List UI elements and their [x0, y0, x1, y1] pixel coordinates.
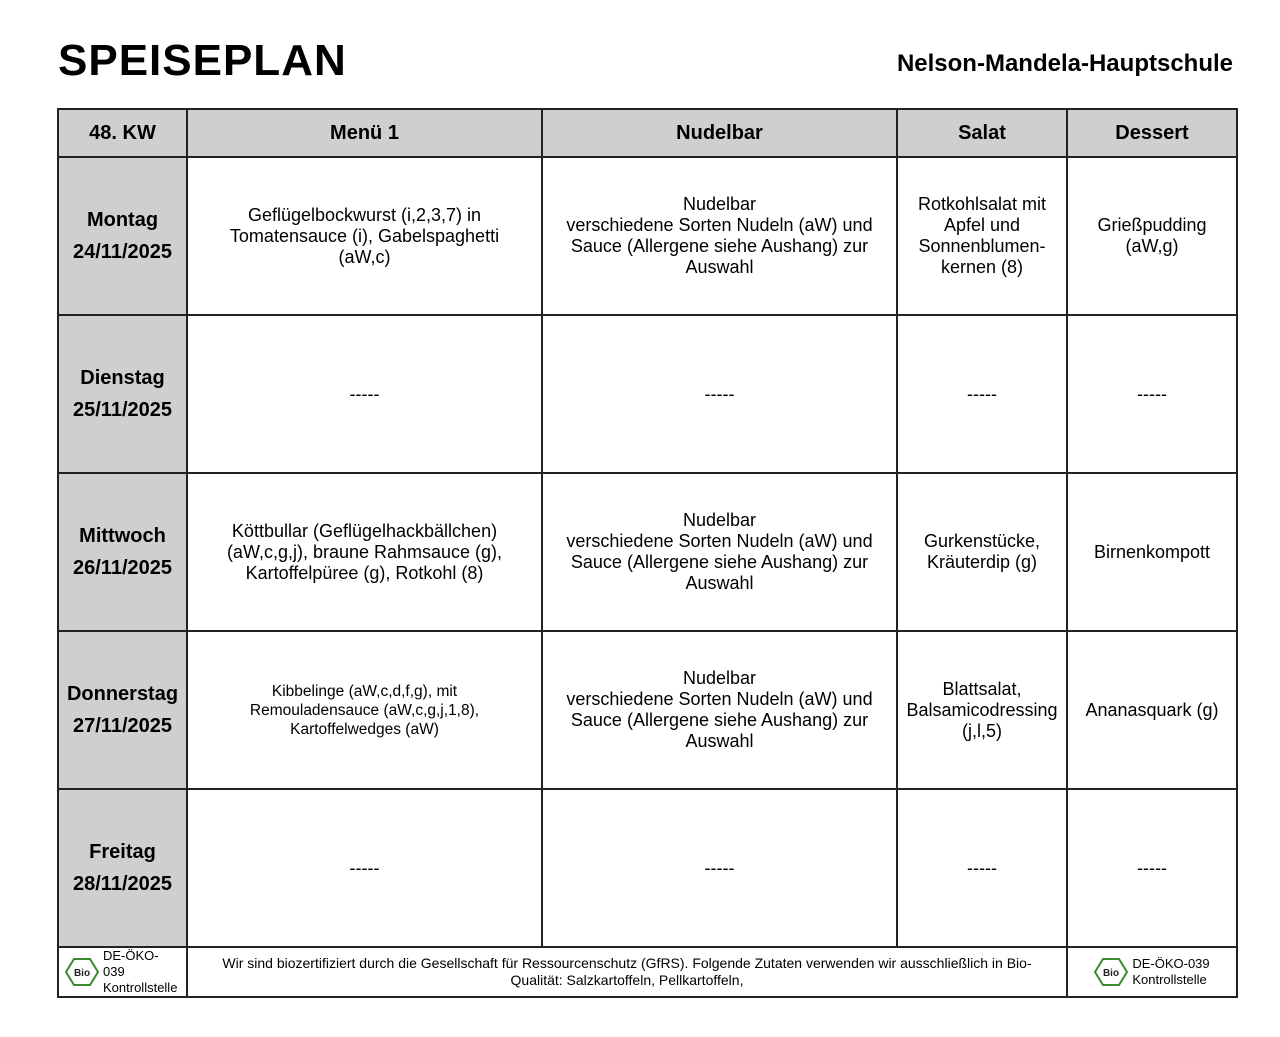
col-header-menu1: Menü 1 [187, 109, 542, 157]
dessert-line: ----- [1137, 857, 1167, 878]
salat-line: Kräuterdip (g) [926, 552, 1038, 572]
menu1-line: Köttbullar (Geflügelhackbällchen) [231, 520, 498, 541]
salat-line: Balsamicodressing [906, 699, 1058, 720]
col-header-week: 48. KW [58, 109, 187, 157]
day-date: 24/11/2025 [73, 241, 172, 263]
day-date: 27/11/2025 [73, 715, 172, 737]
bio-badge-right [1067, 947, 1237, 997]
dessert-cell [1067, 157, 1237, 315]
nudelbar-cell [542, 473, 897, 631]
dessert-line: Birnenkompott [1093, 541, 1211, 562]
salat-line: Apfel und [943, 215, 1021, 235]
nudelbar-line: verschiedene Sorten Nudeln (aW) und [566, 689, 873, 709]
table-row-tuesday [58, 315, 1237, 473]
col-header-salat: Salat [897, 109, 1067, 157]
nudelbar-line: Sauce (Allergene siehe Aushang) zur [570, 236, 869, 256]
day-name: Montag [86, 209, 159, 231]
school-name: Nelson-Mandela-Hauptschule [896, 50, 1233, 77]
certification-note [187, 947, 1067, 997]
table-row-friday [58, 789, 1237, 947]
bio-seal-icon [1094, 957, 1128, 987]
table-row-wednesday [58, 473, 1237, 631]
day-date: 28/11/2025 [73, 873, 172, 895]
menu1-line: Remouladensauce (aW,c,g,j,1,8), [249, 701, 480, 719]
header-row [58, 109, 1237, 157]
menu1-line: Geflügelbockwurst (i,2,3,7) in [247, 204, 482, 225]
menu1-cell [187, 631, 542, 789]
menu1-line: (aW,c) [338, 246, 391, 267]
nudelbar-cell [542, 315, 897, 473]
table-row-monday [58, 157, 1237, 315]
day-name: Freitag [89, 841, 156, 863]
dessert-line: (aW,g) [1125, 236, 1179, 256]
dessert-cell [1067, 315, 1237, 473]
day-cell [58, 631, 187, 789]
nudelbar-line: Nudelbar [682, 510, 757, 530]
menu1-cell [187, 789, 542, 947]
salat-line: (j,l,5) [962, 720, 1002, 741]
salat-cell [897, 315, 1067, 473]
salat-line: Sonnenblumen- [918, 236, 1046, 256]
day-date: 25/11/2025 [73, 399, 172, 421]
menu1-line: Kartoffelpüree (g), Rotkohl (8) [245, 562, 484, 583]
nudelbar-line: Auswahl [685, 257, 754, 277]
day-name: Dienstag [80, 367, 165, 389]
nudelbar-line: ----- [704, 383, 735, 404]
menu1-line: Tomatensauce (i), Gabelspaghetti [229, 225, 500, 246]
menu1-line: (aW,c,g,j), braune Rahmsauce (g), [226, 541, 503, 562]
day-cell [58, 789, 187, 947]
salat-cell [897, 631, 1067, 789]
menu1-line: ----- [349, 383, 380, 404]
salat-line: ----- [967, 383, 997, 404]
menu1-line: Kartoffelwedges (aW) [290, 720, 439, 738]
salat-line: ----- [967, 857, 997, 878]
bio-label: Kontrollstelle [1132, 972, 1207, 987]
menu1-line: Kibbelinge (aW,c,d,f,g), mit [271, 682, 458, 700]
nudelbar-line: Auswahl [685, 573, 754, 593]
nudelbar-line: Sauce (Allergene siehe Aushang) zur [570, 710, 869, 730]
salat-line: Gurkenstücke, [923, 531, 1041, 551]
col-header-nudelbar: Nudelbar [542, 109, 897, 157]
bio-badge-left [58, 947, 187, 997]
nudelbar-cell [542, 631, 897, 789]
footer-row [58, 947, 1237, 997]
dessert-cell [1067, 789, 1237, 947]
day-cell [58, 315, 187, 473]
menu1-line: ----- [349, 857, 380, 878]
nudelbar-line: Auswahl [685, 731, 754, 751]
dessert-line: ----- [1137, 383, 1167, 404]
menu1-cell [187, 473, 542, 631]
bio-seal-label: Bio [1103, 968, 1120, 979]
bio-code: DE-ÖKO-039 [103, 948, 159, 979]
nudelbar-line: ----- [704, 857, 735, 878]
salat-line: Blattsalat, [942, 678, 1022, 699]
nudelbar-cell [542, 157, 897, 315]
page-title: SPEISEPLAN [58, 36, 347, 85]
day-name: Mittwoch [79, 525, 166, 547]
certification-line: Wir sind biozertifiziert durch die Gesellschaft für Ressourcenschutz (GfRS). Folgende Zutaten verwenden wir ausschließlich in Bio- [222, 955, 1032, 971]
day-cell [58, 157, 187, 315]
menu1-cell [187, 315, 542, 473]
bio-label: Kontrollstelle [103, 980, 178, 995]
day-name: Donnerstag [66, 683, 179, 705]
table-row-thursday [58, 631, 1237, 789]
dessert-line: Ananasquark (g) [1085, 699, 1219, 720]
salat-line: Rotkohlsalat mit [917, 194, 1047, 214]
day-cell [58, 473, 187, 631]
col-header-dessert: Dessert [1067, 109, 1237, 157]
bio-seal-icon [65, 957, 99, 987]
nudelbar-cell [542, 789, 897, 947]
nudelbar-line: Nudelbar [682, 668, 757, 688]
menu1-cell [187, 157, 542, 315]
day-date: 26/11/2025 [73, 557, 172, 579]
salat-cell [897, 157, 1067, 315]
bio-code: DE-ÖKO-039 [1132, 956, 1210, 971]
salat-cell [897, 789, 1067, 947]
dessert-cell [1067, 473, 1237, 631]
nudelbar-line: Nudelbar [682, 194, 757, 214]
nudelbar-line: Sauce (Allergene siehe Aushang) zur [570, 552, 869, 572]
dessert-cell [1067, 631, 1237, 789]
menu-table [57, 108, 1238, 998]
dessert-line: Grießpudding [1097, 215, 1207, 235]
nudelbar-line: verschiedene Sorten Nudeln (aW) und [566, 215, 873, 235]
salat-cell [897, 473, 1067, 631]
bio-seal-label: Bio [73, 968, 91, 979]
salat-line: kernen (8) [940, 257, 1024, 277]
certification-line: Qualität: Salzkartoffeln, Pellkartoffeln, [510, 972, 744, 988]
nudelbar-line: verschiedene Sorten Nudeln (aW) und [566, 531, 873, 551]
